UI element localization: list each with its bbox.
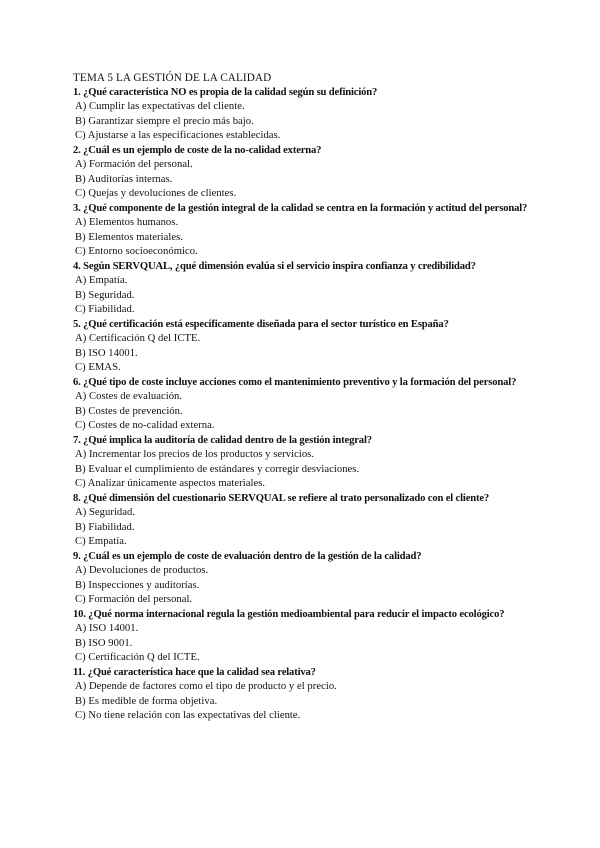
answer-option: A) Elementos humanos.	[75, 217, 179, 228]
question-text: 10. ¿Qué norma internacional regula la gestión medioambiental para reducir el impacto ecológico?	[73, 608, 505, 620]
answer-option: B) ISO 9001.	[75, 637, 133, 649]
question-2	[73, 144, 533, 202]
answer-option: B) Es medible de forma objetiva.	[75, 695, 218, 707]
answer-option: A) Cumplir las expectativas del cliente.	[75, 101, 245, 112]
question-text: 3. ¿Qué componente de la gestión integral de la calidad se centra en la formación y actitud del personal?	[73, 202, 528, 214]
answer-option: B) Auditorías internas.	[75, 173, 173, 185]
answer-option: A) Incrementar los precios de los productos y servicios.	[75, 449, 315, 460]
answer-option: A) Costes de evaluación.	[75, 391, 183, 402]
answer-option: C) No tiene relación con las expectativas del cliente.	[75, 710, 301, 721]
question-text: 4. Según SERVQUAL, ¿qué dimensión evalúa si el servicio inspira confianza y credibilidad?	[73, 260, 476, 272]
question-text: 2. ¿Cuál es un ejemplo de coste de la no-calidad externa?	[73, 144, 322, 156]
question-text: 1. ¿Qué característica NO es propia de la calidad según su definición?	[73, 86, 378, 98]
question-10	[73, 608, 533, 666]
answer-option: B) Fiabilidad.	[75, 521, 135, 533]
answer-option: B) Costes de prevención.	[75, 405, 183, 417]
answer-option: B) Inspecciones y auditorías.	[75, 579, 200, 591]
question-11	[73, 666, 533, 724]
question-text: 8. ¿Qué dimensión del cuestionario SERVQUAL se refiere al trato personalizado con el cliente?	[73, 492, 490, 504]
question-9	[73, 550, 533, 608]
answer-option: B) Garantizar siempre el precio más bajo.	[75, 115, 254, 127]
question-text: 9. ¿Cuál es un ejemplo de coste de evaluación dentro de la gestión de la calidad?	[73, 550, 422, 562]
answer-option: C) Analizar únicamente aspectos materiales.	[75, 478, 266, 489]
answer-option: A) Certificación Q del ICTE.	[75, 333, 201, 344]
answer-option: A) Empatía.	[75, 275, 128, 286]
answer-option: C) Entorno socioeconómico.	[75, 246, 198, 257]
question-list	[73, 86, 533, 724]
question-text: 7. ¿Qué implica la auditoría de calidad dentro de la gestión integral?	[73, 434, 372, 446]
document-title: TEMA 5 LA GESTIÓN DE LA CALIDAD	[73, 72, 272, 84]
answer-option: C) Quejas y devoluciones de clientes.	[75, 188, 237, 199]
answer-option: C) EMAS.	[75, 362, 121, 373]
question-text: 6. ¿Qué tipo de coste incluye acciones como el mantenimiento preventivo y la formación del personal?	[73, 376, 517, 388]
answer-option: C) Empatía.	[75, 536, 127, 547]
document-page	[73, 71, 533, 724]
answer-option: A) Formación del personal.	[75, 159, 193, 170]
question-6	[73, 376, 533, 434]
question-5	[73, 318, 533, 376]
question-text: 11. ¿Qué característica hace que la calidad sea relativa?	[73, 666, 316, 678]
answer-option: A) Depende de factores como el tipo de producto y el precio.	[75, 681, 337, 692]
answer-option: C) Fiabilidad.	[75, 304, 135, 315]
answer-option: B) ISO 14001.	[75, 347, 138, 359]
answer-option: A) Seguridad.	[75, 507, 136, 518]
question-1	[73, 86, 533, 144]
answer-option: C) Certificación Q del ICTE.	[75, 652, 200, 663]
question-8	[73, 492, 533, 550]
answer-option: C) Costes de no-calidad externa.	[75, 420, 215, 431]
answer-option: B) Evaluar el cumplimiento de estándares y corregir desviaciones.	[75, 463, 360, 475]
question-3	[73, 202, 533, 260]
answer-option: B) Seguridad.	[75, 289, 135, 301]
answer-option: A) ISO 14001.	[75, 623, 139, 634]
answer-option: C) Ajustarse a las especificaciones establecidas.	[75, 130, 281, 141]
answer-option: B) Elementos materiales.	[75, 231, 183, 243]
question-4	[73, 260, 533, 318]
answer-option: A) Devoluciones de productos.	[75, 565, 209, 576]
question-text: 5. ¿Qué certificación está específicamente diseñada para el sector turístico en España?	[73, 318, 449, 330]
question-7	[73, 434, 533, 492]
answer-option: C) Formación del personal.	[75, 594, 193, 605]
